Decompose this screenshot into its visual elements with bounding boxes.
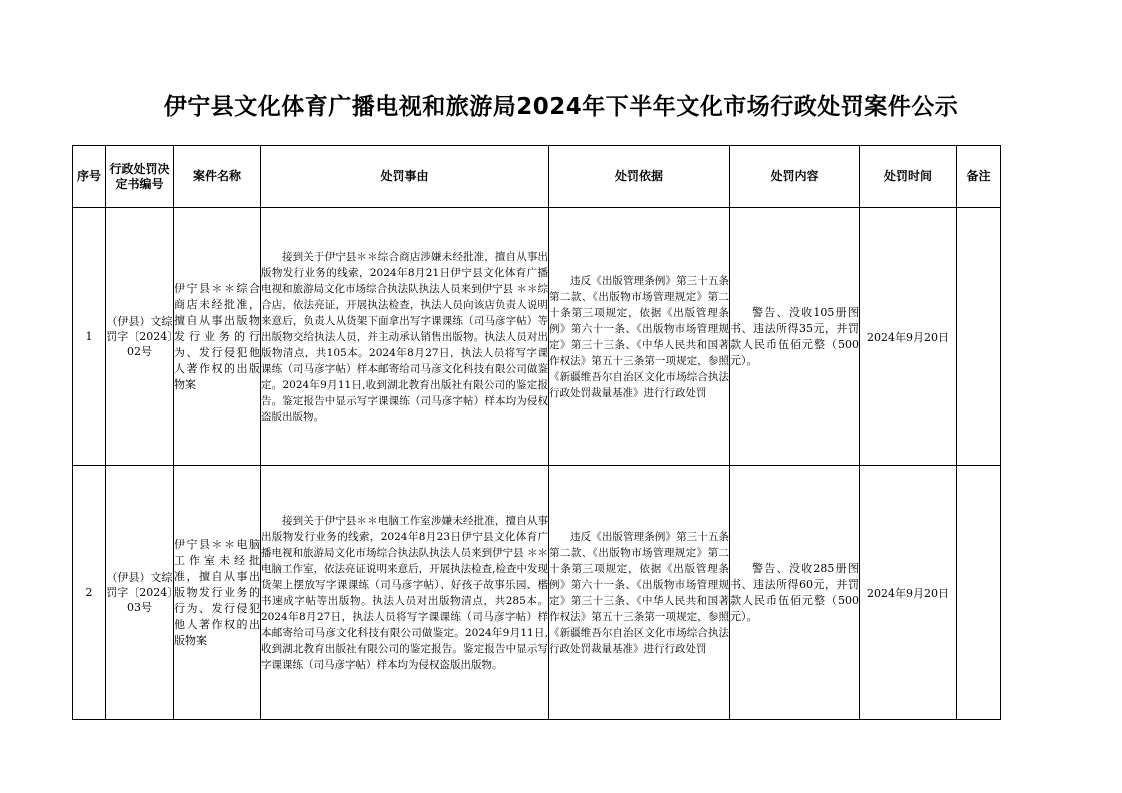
cell-reason: 接到关于伊宁县＊＊综合商店涉嫌未经批准，擅自从事出版物发行业务的线索，2024年8月21日伊宁县文化体育广播电视和旅游局文化市场综合执法队执法人员来到伊宁县 ＊＊综合店，依法亮证，开展执法检查，执法人员向该店负责人说明来意后，负责人从货架下面拿出写字课课练（司马彦字帖）等出版物交给执法人员，并主动承认销售出版物。执法人员对出版物清点，共105本。2024年8月27日，执法人员将写字课课练（司马彦字帖）样本邮寄给司马彦文化科技有限公司做鉴定。2024年9月11日,收到湖北教育出版社有限公司的鉴定报告。鉴定报告中显示写字课课练（司马彦字帖）样本均为侵权盗版出版物。	[261, 208, 549, 466]
cell-remark	[957, 208, 1001, 466]
cell-time: 2024年9月20日	[860, 466, 957, 720]
page-title: 伊宁县文化体育广播电视和旅游局2024年下半年文化市场行政处罚案件公示	[163, 94, 959, 120]
cell-time: 2024年9月20日	[860, 208, 957, 466]
cell-remark	[957, 466, 1001, 720]
cell-seq: 2	[73, 466, 106, 720]
header-seq: 序号	[73, 146, 106, 208]
table-row	[73, 208, 1001, 466]
cell-content: 警告、没收105册图书、违法所得35元，并罚款人民币伍佰元整（500元）。	[730, 208, 860, 466]
cell-reason: 接到关于伊宁县＊＊电脑工作室涉嫌未经批准，擅自从事出版物发行业务的线索，2024年8月23日伊宁县文化体育广播电视和旅游局文化市场综合执法队执法人员来到伊宁县 ＊＊电脑工作室，依法亮证说明来意后，开展执法检查,检查中发现货架上摆放写字课课练（司马彦字帖）、好孩子故事乐园、楷书速成字帖等出版物。执法人员对出版物清点，共285本。2024年8月27日，执法人员将写字课课练（司马彦字帖）样本邮寄给司马彦文化科技有限公司做鉴定。2024年9月11日,收到湖北教育出版社有限公司的鉴定报告。鉴定报告中显示写字课课练（司马彦字帖）样本均为侵权盗版出版物。	[261, 466, 549, 720]
header-row	[73, 146, 1001, 208]
header-case-name: 案件名称	[174, 146, 261, 208]
header-basis: 处罚依据	[549, 146, 730, 208]
header-content: 处罚内容	[730, 146, 860, 208]
cell-content: 警告、没收285册图书、违法所得60元，并罚款人民币伍佰元整（500元）。	[730, 466, 860, 720]
penalty-table	[72, 145, 1001, 720]
cell-case-name: 伊宁县＊＊电脑工作室未经批准，擅自从事出版物发行业务的行为、发行侵犯他人著作权的出版物案	[174, 466, 261, 720]
header-decision-no: 行政处罚决定书编号	[106, 146, 174, 208]
cell-seq: 1	[73, 208, 106, 466]
header-remark: 备注	[957, 146, 1001, 208]
cell-decision-no: （伊县）文综罚字〔2024〕02号	[106, 208, 174, 466]
header-reason: 处罚事由	[261, 146, 549, 208]
cell-case-name: 伊宁县＊＊综合商店未经批准，擅自从事出版物发行业务的行为、发行侵犯他人著作权的出版物案	[174, 208, 261, 466]
cell-basis: 违反《出版管理条例》第三十五条第二款、《出版物市场管理规定》第二十条第三项规定，依据《出版管理条例》第六十一条、《出版物市场管理规定》第三十三条、《中华人民共和国著作权法》第五十三条第一项规定，参照《新疆维吾尔自治区文化市场综合执法行政处罚裁量基准》进行行政处罚	[549, 466, 730, 720]
header-time: 处罚时间	[860, 146, 957, 208]
cell-basis: 违反《出版管理条例》第三十五条第二款、《出版物市场管理规定》第二十条第三项规定，依据《出版管理条例》第六十一条、《出版物市场管理规定》第三十三条、《中华人民共和国著作权法》第五十三条第一项规定，参照《新疆维吾尔自治区文化市场综合执法行政处罚裁量基准》进行行政处罚	[549, 208, 730, 466]
cell-decision-no: （伊县）文综罚字〔2024〕03号	[106, 466, 174, 720]
table-row	[73, 466, 1001, 720]
